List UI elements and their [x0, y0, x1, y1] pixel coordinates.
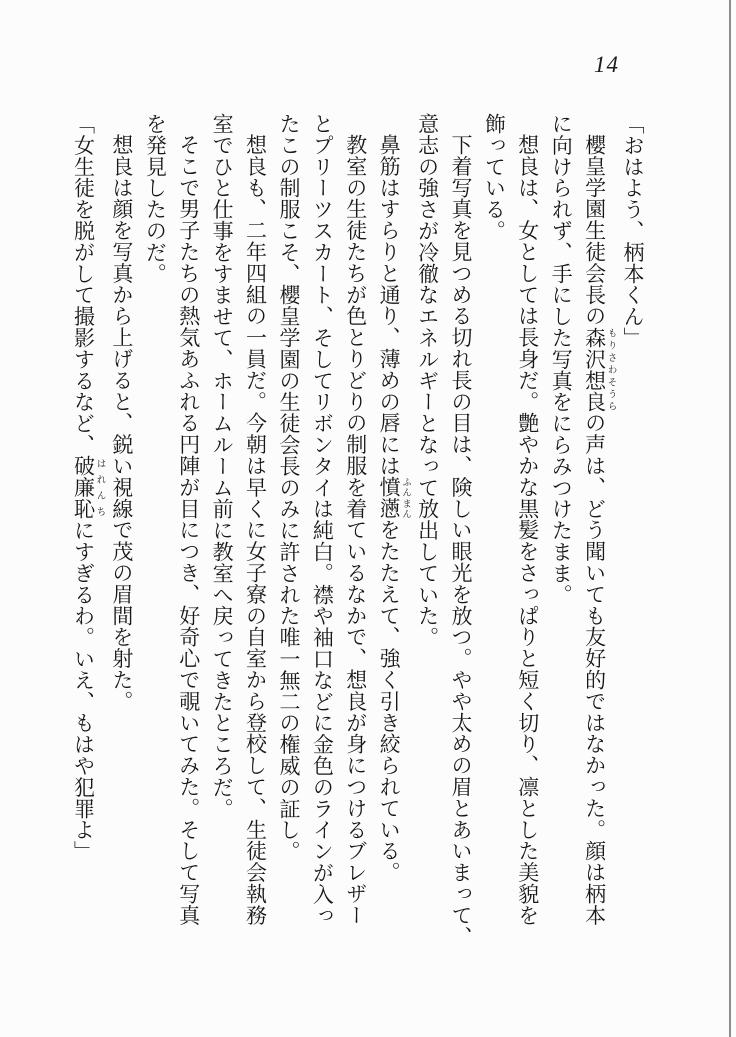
text-line: 櫻皇学園生徒会長の森沢想良 もりさわそうらの声は、どう聞いても友好的ではなかった。顔は柄本: [582, 134, 616, 926]
text-line: 想良も、二年四組の一員だ。今朝は早くに女子寮の自室から登校して、生徒会執務: [243, 134, 268, 926]
text-line: たこの制服こそ、櫻皇学園の生徒会長のみに許された唯一無二の権威の証し。: [276, 113, 301, 862]
text-line: を発見したのだ。: [143, 113, 168, 285]
furigana-annotated-word: 森沢想良 もりさわそうら: [582, 326, 616, 413]
text-line: 「おはよう、柄本くん」: [621, 113, 645, 349]
furigana-annotated-word: 破廉恥 はれんち: [71, 455, 105, 520]
text-line: 下着写真を見つめる切れ長の目は、険しい眼光を放つ。やや太めの眉とあいまって、: [448, 134, 473, 948]
page-text: [66, 113, 649, 948]
page-edge-line: [729, 0, 731, 1037]
page-number: 14: [594, 52, 619, 77]
text-line: 「女生徒を脱がして撮影するなど、破廉恥 はれんちにすぎるわ。いえ、もはや犯罪よ」: [71, 113, 105, 863]
text-line: 室でひと仕事をすませて、ホームルーム前に教室へ戻ってきたところだ。: [210, 113, 235, 820]
text-line: とプリーツスカート、そしてリボンタイは純白。襟や袖口などに金色のラインが入っ: [310, 113, 335, 927]
text-line: 飾っている。: [482, 113, 507, 242]
text-line: そこで男子たちの熱気あふれる円陣が目につき、好奇心で覗いてみた。そして写真: [176, 134, 201, 926]
text-line: 教室の生徒たちが色とりどりの制服を着ているなかで、想良が身につけるブレザー: [343, 134, 368, 926]
text-line: 想良は、女としては長身だ。艶やかな黒髪をさっぱりと短く切り、凛とした美貌を: [515, 134, 540, 926]
text-line: 鼻筋はすらりと通り、薄めの唇には憤懣 ふんまんをたたえて、強く引き絞られている。: [377, 134, 411, 884]
text-line: 想良は顔を写真から上げると、鋭い視線で茂の眉間を射た。: [109, 134, 134, 712]
text-line: 意志の強さが冷徹なエネルギーとなって放出していた。: [415, 113, 440, 648]
text-line: に向けられず、手にした写真をにらみつけたまま。: [549, 113, 574, 606]
furigana-annotated-word: 憤懣 ふんまん: [377, 476, 411, 520]
